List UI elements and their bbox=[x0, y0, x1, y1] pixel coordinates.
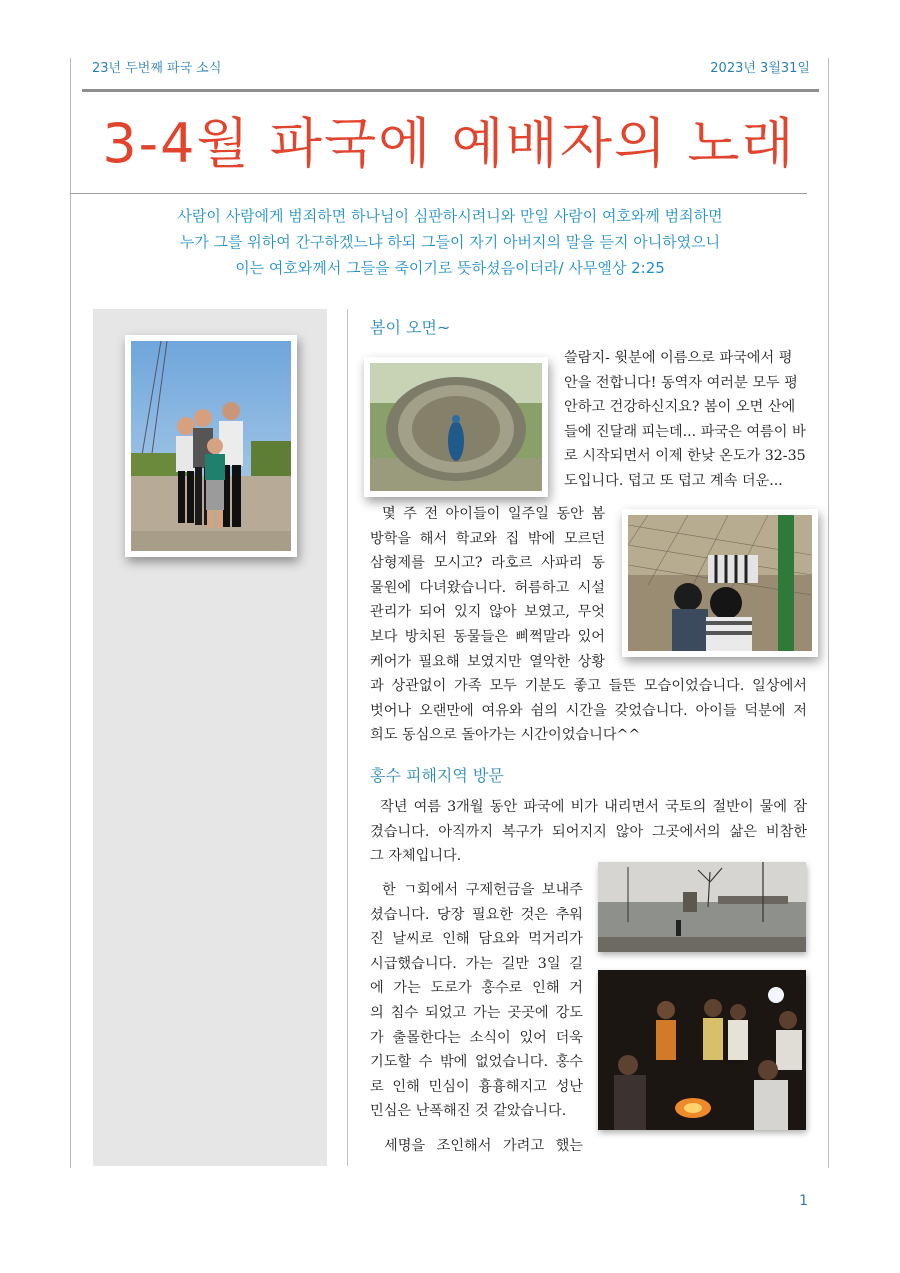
spring-paragraph-1 bbox=[564, 346, 807, 494]
text-line: 벗어나 오랜만에 여유와 쉼의 시간을 갖었습니다. 아이들 덕분에 저 bbox=[370, 702, 807, 719]
text-line: 로 시작되면서 이제 한낮 온도가 32-35 bbox=[564, 448, 806, 465]
text-line: 몇 주 전 아이들이 일주일 동안 봄 bbox=[382, 506, 605, 522]
text-line: 그 자체입니다. bbox=[370, 848, 462, 865]
text-line: 세명을 조인해서 가려고 했는 bbox=[384, 1138, 583, 1154]
family-photo bbox=[125, 335, 297, 557]
verse-line: 사람이 사람에게 범죄하면 하나님이 심판하시려니와 만일 사람이 여호와께 범죄하면 bbox=[177, 207, 723, 225]
text-line: 방학을 해서 학교와 집 밖에 모르던 bbox=[370, 530, 605, 547]
text-line: 작년 여름 3개월 동안 파국에 비가 내리면서 국토의 절반이 물에 잠 bbox=[380, 799, 807, 815]
flood-paragraph-1 bbox=[370, 795, 807, 869]
text-line: 희도 동심으로 돌아가는 시간이었습니다^^ bbox=[370, 727, 641, 744]
relief-gathering-photo bbox=[598, 970, 806, 1130]
text-line: 시급했습니다. 가는 길만 3일 길 bbox=[370, 955, 583, 972]
text-line: 의 침수 되었고 가는 곳곳에 강도 bbox=[370, 1004, 583, 1021]
column-divider bbox=[347, 309, 348, 1166]
page-frame-right bbox=[828, 58, 829, 1168]
text-line: 관리가 되어 있지 않아 보였고, 무엇 bbox=[370, 604, 605, 621]
text-line: 셨습니다. 당장 필요한 것은 추워 bbox=[370, 906, 583, 923]
page-title: 3-4월 파국에 예배자의 노래 bbox=[102, 112, 796, 175]
page-frame-left bbox=[70, 58, 71, 1168]
text-line: 한 ㄱ회에서 구제헌금을 보내주 bbox=[382, 882, 583, 898]
peacock-photo bbox=[364, 357, 548, 497]
newsletter-issue: 23년 두번째 파국 소식 bbox=[92, 61, 222, 76]
text-line: 삼형제를 모시고? 라호르 사파리 동 bbox=[370, 555, 605, 572]
section-heading-spring: 봄이 오면~ bbox=[370, 318, 451, 337]
text-line: 쓸람지- 윗분에 이름으로 파국에서 평 bbox=[564, 350, 793, 366]
title-rule bbox=[70, 193, 807, 194]
flood-paragraph-3 bbox=[384, 1134, 583, 1159]
section-heading-flood: 홍수 피해지역 방문 bbox=[370, 766, 504, 785]
text-line: 가 출몰한다는 소식이 있어 더욱 bbox=[370, 1029, 583, 1046]
flood-paragraph-2 bbox=[370, 878, 583, 1124]
text-line: 진 날씨로 인해 담요와 먹거리가 bbox=[370, 931, 583, 948]
text-line: 민심은 난폭해진 것 같았습니다. bbox=[370, 1103, 567, 1120]
flood-area-photo bbox=[598, 862, 806, 952]
verse-line: 이는 여호와께서 그들을 죽이기로 뜻하셨음이더라/ 사무엘상 2:25 bbox=[235, 259, 665, 277]
text-line: 물원에 다녀왔습니다. 허름하고 시설 bbox=[370, 579, 605, 596]
verse-line: 누가 그를 위하여 간구하겠느냐 하되 그들이 자기 아버지의 말을 듣지 아니하였으니 bbox=[179, 233, 721, 251]
text-line: 안하고 건강하신지요? 봄이 오면 산에 bbox=[564, 399, 796, 416]
page-number: 1 bbox=[799, 1193, 808, 1209]
spring-paragraph-2-continued bbox=[370, 674, 807, 748]
text-line: 과 상관없이 가족 모두 기분도 좋고 들뜬 모습이었습니다. 일상에서 bbox=[370, 678, 807, 694]
text-line: 케어가 필요해 보였지만 열악한 상황 bbox=[370, 653, 605, 670]
text-line: 기도할 수 밖에 없었습니다. 홍수 bbox=[370, 1054, 583, 1071]
text-line: 겼습니다. 아직까지 복구가 되어지지 않아 그곳에서의 삶은 비참한 bbox=[370, 823, 807, 840]
text-line: 보다 방치된 동물들은 삐쩍말라 있어 bbox=[370, 628, 605, 645]
text-line: 에 가는 도로가 홍수로 인해 거 bbox=[370, 980, 583, 997]
text-line: 로 인해 민심이 흉흉해지고 성난 bbox=[370, 1078, 583, 1095]
zebra-zoo-photo bbox=[622, 509, 818, 657]
text-line: 안을 전합니다! 동역자 여러분 모두 평 bbox=[564, 374, 798, 391]
bible-verse bbox=[120, 203, 780, 281]
text-line: 들에 진달래 피는데... 파국은 여름이 바 bbox=[564, 423, 806, 440]
newsletter-date: 2023년 3월31일 bbox=[710, 61, 810, 76]
spring-paragraph-2 bbox=[370, 502, 605, 674]
text-line: 도입니다. 덥고 또 덥고 계속 더운... bbox=[564, 472, 783, 489]
header-rule bbox=[82, 89, 819, 92]
